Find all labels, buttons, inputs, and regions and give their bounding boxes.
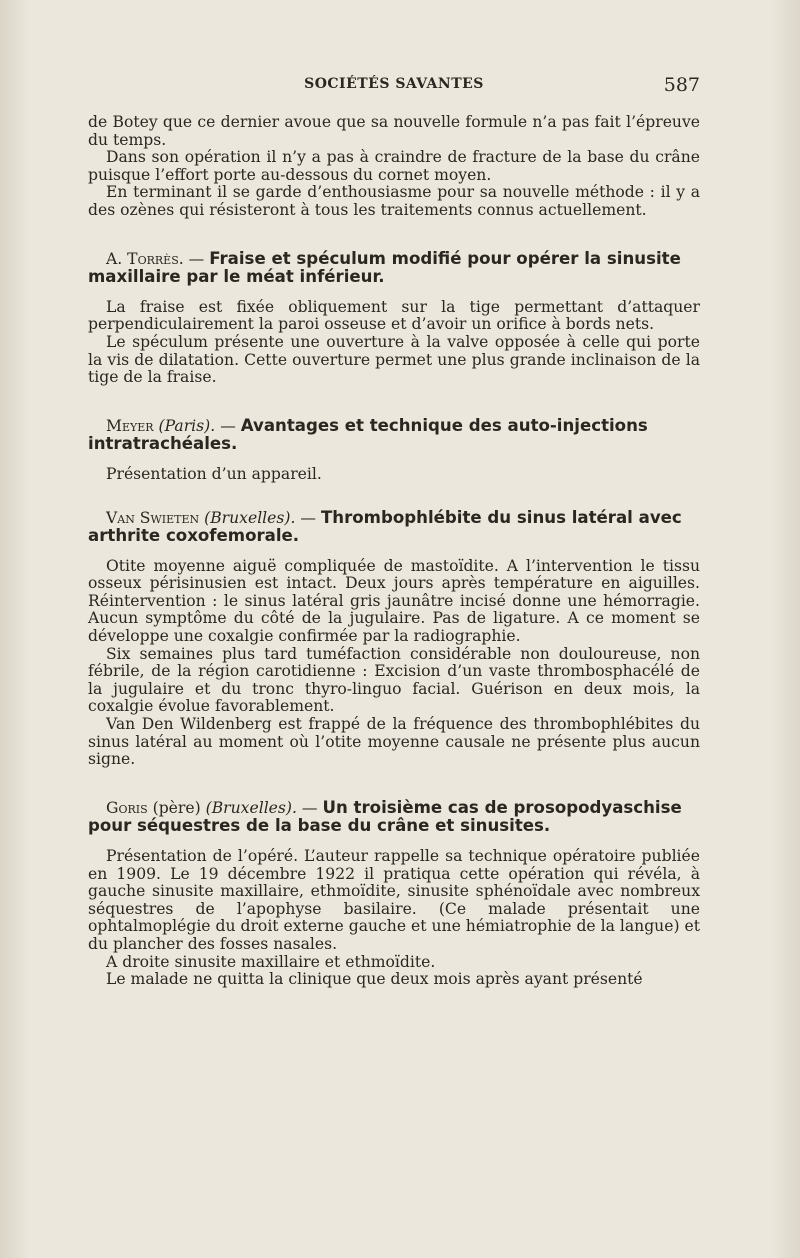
page-body — [88, 114, 700, 989]
body-paragraph: de Botey que ce dernier avoue que sa nouvelle formule n’a pas fait l’épreuve du temps. — [88, 113, 700, 149]
page-number: 587 — [663, 74, 700, 96]
page-header — [88, 74, 700, 98]
body-paragraph: Otite moyenne aiguë compliquée de mastoïdite. A l’intervention le tissu osseux périsinusien est intact. Deux jours après température en aiguilles. Réintervention : le sinus latéral gris jaunâtre incisé donne une hémorragie. Aucun symptôme du côté de la jugulaire. Pas de ligature. A ce moment se développe une coxalgie confirmée par la radiographie. — [88, 556, 700, 646]
body-paragraph: Dans son opération il n’y a pas à craindre de fracture de la base du crâne puisque l’effort porte au-dessous du cornet moyen. — [88, 148, 700, 184]
body-paragraph: En terminant il se garde d’enthousiasme pour sa nouvelle méthode : il y a des ozènes qui résisteront à tous les traitements connus actuellement. — [88, 183, 700, 219]
entry-author-suffix: (père) — [152, 798, 201, 817]
entry-heading: Van Swieten (Bruxelles). — Thrombophlébite du sinus latéral avec arthrite coxofemorale. — [88, 507, 682, 546]
running-head: SOCIÉTÉS SAVANTES — [304, 76, 484, 92]
body-paragraph: Présentation de l’opéré. L’auteur rappelle sa technique opératoire publiée en 1909. Le 19 décembre 1922 il pratiqua cette opération qui révéla, à gauche sinusite maxillaire, ethmoïdite, sinusite sphénoïdale avec nombreux séquestres de l’apophyse basilaire. (Ce malade présentait une ophtalmoplégie du droit externe gauche et une hémiatrophie de la langue) et du plancher des fosses nasales. — [88, 847, 700, 953]
entry-city: (Bruxelles). — [205, 798, 297, 817]
entry-topic: Un troisième cas de prosopodyaschise pour séquestres de la base du crâne et sinusites. — [88, 797, 682, 836]
entry-topic: Thrombophlébite du sinus latéral avec arthrite coxofemorale. — [88, 507, 682, 546]
body-paragraph: A droite sinusite maxillaire et ethmoïdite. — [106, 952, 436, 971]
entry-heading: Meyer (Paris). — Avantages et technique des auto-injections intratrachéales. — [88, 415, 648, 454]
entry-author: Meyer — [106, 416, 154, 435]
body-paragraph: Le malade ne quitta la clinique que deux mois après ayant présenté — [106, 970, 643, 989]
body-paragraph: Six semaines plus tard tuméfaction considérable non douloureuse, non fébrile, de la région carotidienne : Excision d’un vaste thrombosphacélé de la jugulaire et du tronc thyro-linguo facial. Guérison en deux mois, la coxalgie évolue favorablement. — [88, 644, 700, 716]
entry-author: Van Swieten — [106, 508, 200, 527]
entry-author: A. Torrès. — [106, 249, 184, 268]
body-paragraph: La fraise est fixée obliquement sur la tige permettant d’attaquer perpendiculairement la paroi osseuse et d’avoir un orifice à bords nets. — [88, 297, 700, 334]
body-paragraph: Présentation d’un appareil. — [106, 464, 322, 483]
entry-heading: Goris (père) (Bruxelles). — Un troisième cas de prosopodyaschise pour séquestres de la base du crâne et sinusites. — [88, 797, 682, 836]
entry-author: Goris — [106, 798, 148, 817]
entry-topic: Fraise et spéculum modifié pour opérer la sinusite maxillaire par le méat inférieur. — [88, 248, 681, 287]
entry-topic: Avantages et technique des auto-injections intratrachéales. — [88, 415, 648, 454]
entry-heading: A. Torrès. — Fraise et spéculum modifié pour opérer la sinusite maxillaire par le méat inférieur. — [88, 248, 681, 287]
body-paragraph: Van Den Wildenberg est frappé de la fréquence des thrombophlébites du sinus latéral au moment où l’otite moyenne causale ne présente plus aucun signe. — [88, 715, 700, 769]
entry-city: (Paris). — [158, 416, 216, 435]
body-paragraph: Le spéculum présente une ouverture à la valve opposée à celle qui porte la vis de dilatation. Cette ouverture permet une plus grande inclinaison de la tige de la fraise. — [88, 332, 700, 387]
entry-city: (Bruxelles). — [204, 508, 296, 527]
